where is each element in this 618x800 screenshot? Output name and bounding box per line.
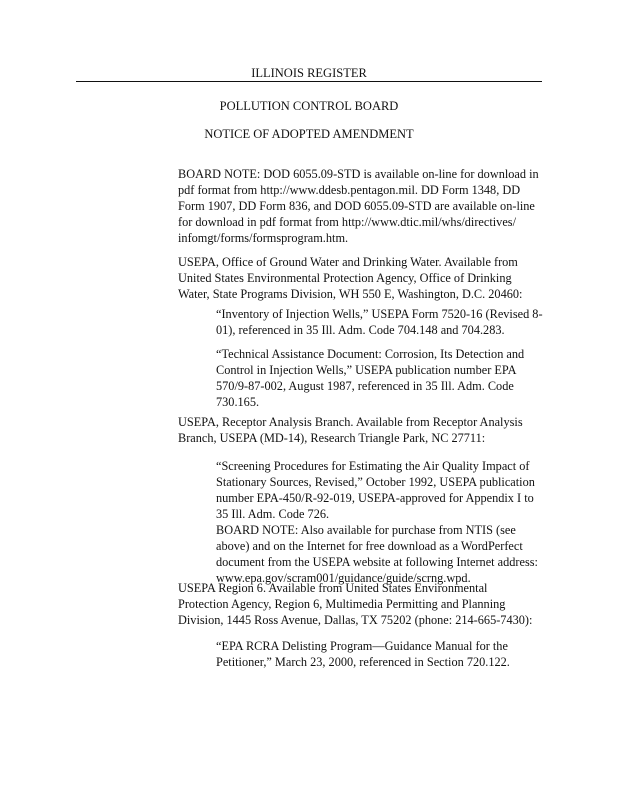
inventory-wells-paragraph xyxy=(216,306,546,338)
text-line: BOARD NOTE: DOD 6055.09-STD is available on-line for download in xyxy=(178,167,539,181)
board-note-paragraph xyxy=(178,166,544,246)
text-line: Form 1907, DD Form 836, and DOD 6055.09-STD are available on-line xyxy=(178,199,535,213)
text-line: “Inventory of Injection Wells,” USEPA Form 7520-16 (Revised 8- xyxy=(216,307,543,321)
text-line: BOARD NOTE: Also available for purchase from NTIS (see xyxy=(216,523,516,537)
screening-procedures-paragraph xyxy=(216,458,546,586)
technical-assistance-paragraph xyxy=(216,346,546,410)
text-line: number EPA-450/R-92-019, USEPA-approved for Appendix I to xyxy=(216,491,534,505)
usepa-ground-water-paragraph xyxy=(178,254,544,302)
text-line: United States Environmental Protection Agency, Office of Drinking xyxy=(178,271,512,285)
header-divider xyxy=(76,81,542,82)
text-line: Division, 1445 Ross Avenue, Dallas, TX 75202 (phone: 214-665-7430): xyxy=(178,613,533,627)
text-line: Stationary Sources, Revised,” October 1992, USEPA publication xyxy=(216,475,535,489)
epa-rcra-paragraph xyxy=(216,638,546,670)
text-line: USEPA, Office of Ground Water and Drinking Water. Available from xyxy=(178,255,518,269)
text-line: pdf format from http://www.ddesb.pentagon.mil. DD Form 1348, DD xyxy=(178,183,521,197)
text-line: USEPA, Receptor Analysis Branch. Available from Receptor Analysis xyxy=(178,415,523,429)
text-line: Branch, USEPA (MD-14), Research Triangle Park, NC 27711: xyxy=(178,431,486,445)
board-title: POLLUTION CONTROL BOARD xyxy=(219,99,399,113)
text-line: 730.165. xyxy=(216,395,260,409)
text-line: “EPA RCRA Delisting Program—Guidance Manual for the xyxy=(216,639,508,653)
text-line: USEPA Region 6. Available from United States Environmental xyxy=(178,581,488,595)
text-line: for download in pdf format from http://www.dtic.mil/whs/directives/ xyxy=(178,215,516,229)
text-line: “Technical Assistance Document: Corrosion, Its Detection and xyxy=(216,347,525,361)
text-line: document from the USEPA website at following Internet address: xyxy=(216,555,538,569)
text-line: above) and on the Internet for free download as a WordPerfect xyxy=(216,539,523,553)
text-line: 01), referenced in 35 Ill. Adm. Code 704.148 and 704.283. xyxy=(216,323,505,337)
text-line: Control in Injection Wells,” USEPA publication number EPA xyxy=(216,363,517,377)
region-6-paragraph xyxy=(178,580,544,628)
text-line: “Screening Procedures for Estimating the Air Quality Impact of xyxy=(216,459,530,473)
text-line: infomgt/forms/formsprogram.htm. xyxy=(178,231,349,245)
text-line: Water, State Programs Division, WH 550 E, Washington, D.C. 20460: xyxy=(178,287,523,301)
text-line: Protection Agency, Region 6, Multimedia Permitting and Planning xyxy=(178,597,506,611)
register-header: ILLINOIS REGISTER xyxy=(251,66,367,80)
text-line: 570/9-87-002, August 1987, referenced in 35 Ill. Adm. Code xyxy=(216,379,514,393)
text-line: Petitioner,” March 23, 2000, referenced in Section 720.122. xyxy=(216,655,510,669)
receptor-analysis-paragraph xyxy=(178,414,544,446)
notice-title: NOTICE OF ADOPTED AMENDMENT xyxy=(204,127,414,141)
text-line: 35 Ill. Adm. Code 726. xyxy=(216,507,330,521)
text-line: www.epa.gov/scram001/guidance/guide/scrng.wpd. xyxy=(216,571,471,585)
